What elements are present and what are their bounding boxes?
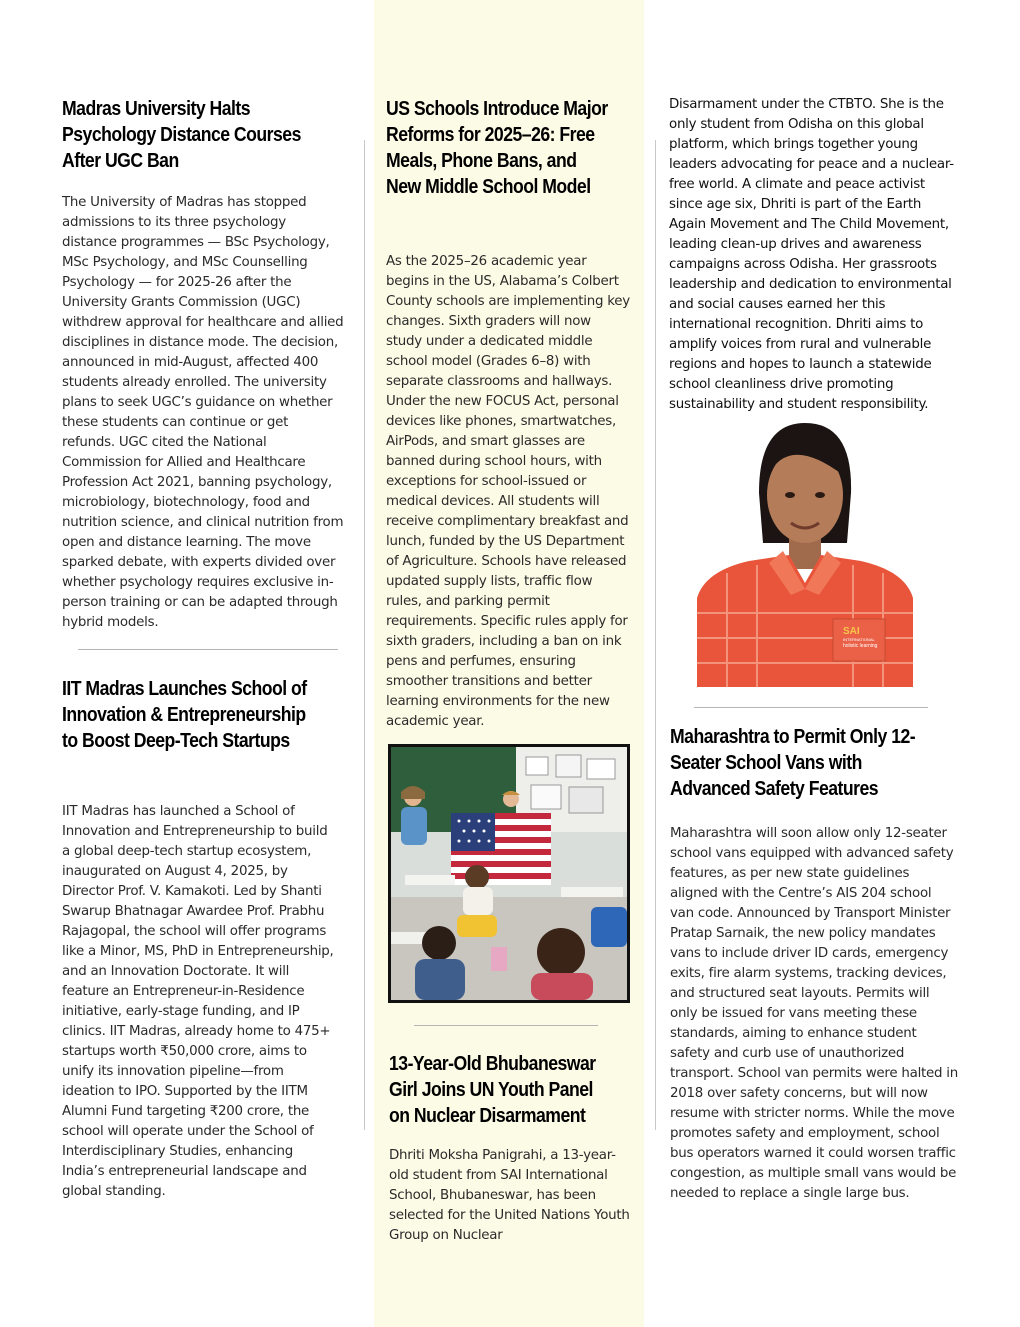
article2-headline: IIT Madras Launches School of Innovation & Entrepreneurship to Boost Deep-Tech Startups [62,677,307,752]
badge-tagline: holistic learning [843,643,878,649]
column-divider-right [655,140,656,1130]
article3-headline: US Schools Introduce Major Reforms for 2025–26: Free Meals, Phone Bans, and New Middle School Model [386,97,608,198]
article3-divider [414,1025,598,1026]
column-divider-left [364,140,365,1130]
student-portrait-photo [697,423,913,687]
article4-headline: 13-Year-Old Bhubaneswar Girl Joins UN Youth Panel on Nuclear Disarmament [389,1052,596,1127]
article1-headline: Madras University Halts Psychology Distance Courses After UGC Ban [62,97,301,172]
classroom-illustration [391,747,627,1000]
badge-logo-text: SAI [843,626,860,637]
article4-body-continued: Disarmament under the CTBTO. She is the only student from Odisha on this global platform, which brings together young leaders advocating for peace and a nuclear-free world. A climate and peace activist since age six, Dhriti is part of the Earth Again Movement and The Child Movement, leading clean-up drives and awareness campaigns across Odisha. Her grassroots leadership and dedication to environmental and social causes earned her this international recognition. Dhriti aims to amplify voices from rural and vulnerable regions and hopes to launch a statewide school cleanliness drive promoting sustainability and student responsibility. [669,97,954,412]
classroom-photo [388,744,630,1003]
article2-body: IIT Madras has launched a School of Innovation and Entrepreneurship to build a global deep-tech startup ecosystem, inaugurated on August 4, 2025, by Director Prof. V. Kamakoti. Led by Shanti Swarup Bhatnagar Awardee Prof. Prabhu Rajagopal, the school will offer programs like a Minor, MS, PhD in Entrepreneurship, and an Innovation Doctorate. It will feature an Entrepreneur-in-Residence initiative, early-stage funding, and IP clinics. IIT Madras, already home to 475+ startups worth ₹50,000 crore, aims to unify its innovation pipeline—from ideation to IPO. Supported by the IITM Alumni Fund targeting ₹200 crore, the school will operate under the School of Interdisciplinary Studies, enhancing India’s entrepreneurial landscape and global standing. [62,804,334,1199]
article1-divider [78,649,338,650]
article5-body: Maharashtra will soon allow only 12-seater school vans equipped with advanced safety features, as per new state guidelines aligned with the Centre’s AIS 204 school van code. Announced by Transport Minister Pratap Sarnaik, the new policy mandates vans to include driver ID cards, emergency exits, fire alarm systems, tracking devices, and structured seat layouts. Permits will only be issued for vans meeting these standards, aiming to enhance student safety and curb use of unauthorized transport. School van permits were halted in 2018 over safety concerns, but will now resume with stricter norms. While the move promotes safety and employment, school bus operators warned it could worsen traffic congestion, as multiple small vans would be needed to replace a single large bus. [670,826,958,1201]
school-badge [843,627,887,657]
article4-body: Dhriti Moksha Panigrahi, a 13-year-old student from SAI International School, Bhubaneswar, has been selected for the United Nations Youth Group on Nuclear [389,1148,630,1243]
article5-headline: Maharashtra to Permit Only 12-Seater School Vans with Advanced Safety Features [670,725,916,800]
article4-divider [694,707,928,708]
article3-body: As the 2025–26 academic year begins in the US, Alabama’s Colbert County schools are implementing key changes. Sixth graders will now study under a dedicated middle school model (Grades 6–8) with separate classrooms and hallways. Under the new FOCUS Act, personal devices like phones, smartwatches, AirPods, and smart glasses are banned during school hours, with exceptions for school-issued or medical devices. All students will receive complimentary breakfast and lunch, funded by the US Department of Agriculture. Schools have released updated supply lists, traffic flow rules, and parking permit requirements. Specific rules apply for sixth graders, including a ban on ink pens and perfumes, ensuring smoother transitions and better learning environments for the new academic year. [386,254,630,729]
badge-subtext: INTERNATIONAL [843,637,875,642]
article1-body: The University of Madras has stopped admissions to its three psychology distance programmes — BSc Psychology, MSc Psychology, and MSc Counselling Psychology — for 2025-26 after the University Grants Commission (UGC) withdrew approval for healthcare and allied disciplines in distance mode. The decision, announced in mid-August, affected 400 students already enrolled. The university plans to seek UGC’s guidance on whether these students can continue or get refunds. UGC cited the National Commission for Allied and Healthcare Profession Act 2021, banning psychology, microbiology, biotechnology, food and nutrition science, and clinical nutrition from open and distance learning. The move sparked debate, with experts divided over whether psychology requires exclusive in-person training or can be adapted through hybrid models. [62,195,344,630]
